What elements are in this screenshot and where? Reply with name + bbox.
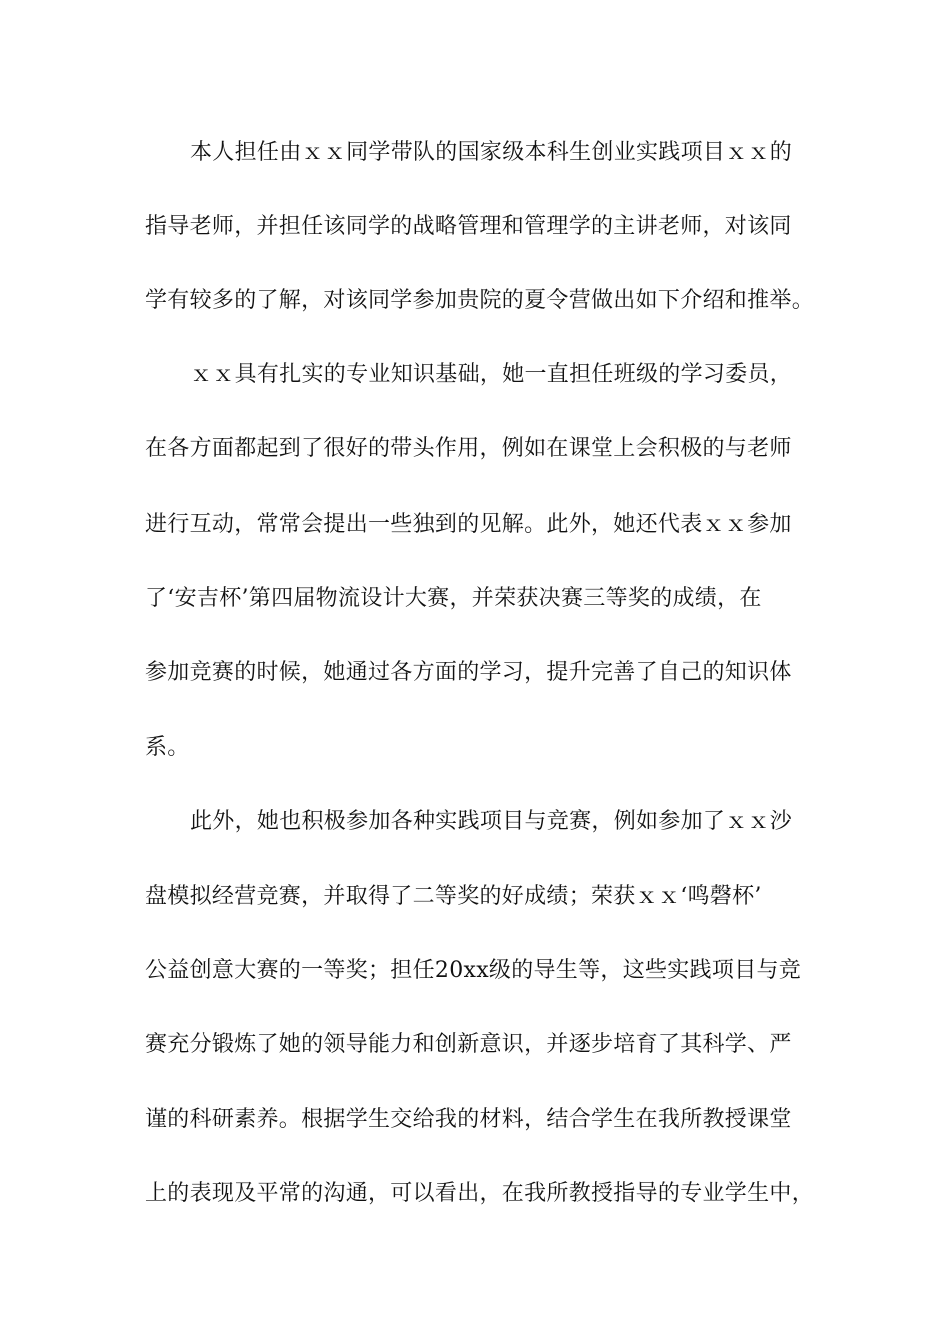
paragraph-1-line-2: 指导老师，并担任该同学的战略管理和管理学的主讲老师，对该同 — [145, 214, 792, 239]
paragraph-3-line-6: 上的表现及平常的沟通，可以看出，在我所教授指导的专业学生中， — [145, 1181, 815, 1206]
paragraph-3-line-5: 谨的科研素养。根据学生交给我的材料，结合学生在我所教授课堂 — [145, 1107, 792, 1132]
paragraph-2-line-6: 系。 — [145, 735, 190, 760]
paragraph-3-line-1: 此外，她也积极参加各种实践项目与竞赛，例如参加了ｘｘ沙 — [190, 809, 793, 834]
paragraph-3-line-3: 公益创意大赛的一等奖；担任20xx级的导生等，这些实践项目与竞 — [145, 958, 802, 983]
paragraph-2-line-5: 参加竞赛的时候，她通过各方面的学习，提升完善了自己的知识体 — [145, 660, 792, 685]
paragraph-1-line-3: 学有较多的了解，对该同学参加贵院的夏令营做出如下介绍和推举。 — [145, 288, 815, 313]
paragraph-2-line-2: 在各方面都起到了很好的带头作用，例如在课堂上会积极的与老师 — [145, 436, 792, 461]
paragraph-2-line-1: ｘｘ具有扎实的专业知识基础，她一直担任班级的学习委员， — [190, 362, 793, 387]
paragraph-3-line-4: 赛充分锻炼了她的领导能力和创新意识，并逐步培育了其科学、严 — [145, 1032, 792, 1057]
paragraph-2-line-4: 了‘安吉杯’第四届物流设计大赛，并荣获决赛三等奖的成绩，在 — [145, 586, 762, 611]
paragraph-3-line-2: 盘模拟经营竞赛，并取得了二等奖的好成绩；荣获ｘｘ‘鸣磬杯’ — [145, 884, 762, 909]
paragraph-1-line-1: 本人担任由ｘｘ同学带队的国家级本科生创业实践项目ｘｘ的 — [190, 140, 793, 165]
paragraph-2-line-3: 进行互动，常常会提出一些独到的见解。此外，她还代表ｘｘ参加 — [145, 512, 792, 537]
